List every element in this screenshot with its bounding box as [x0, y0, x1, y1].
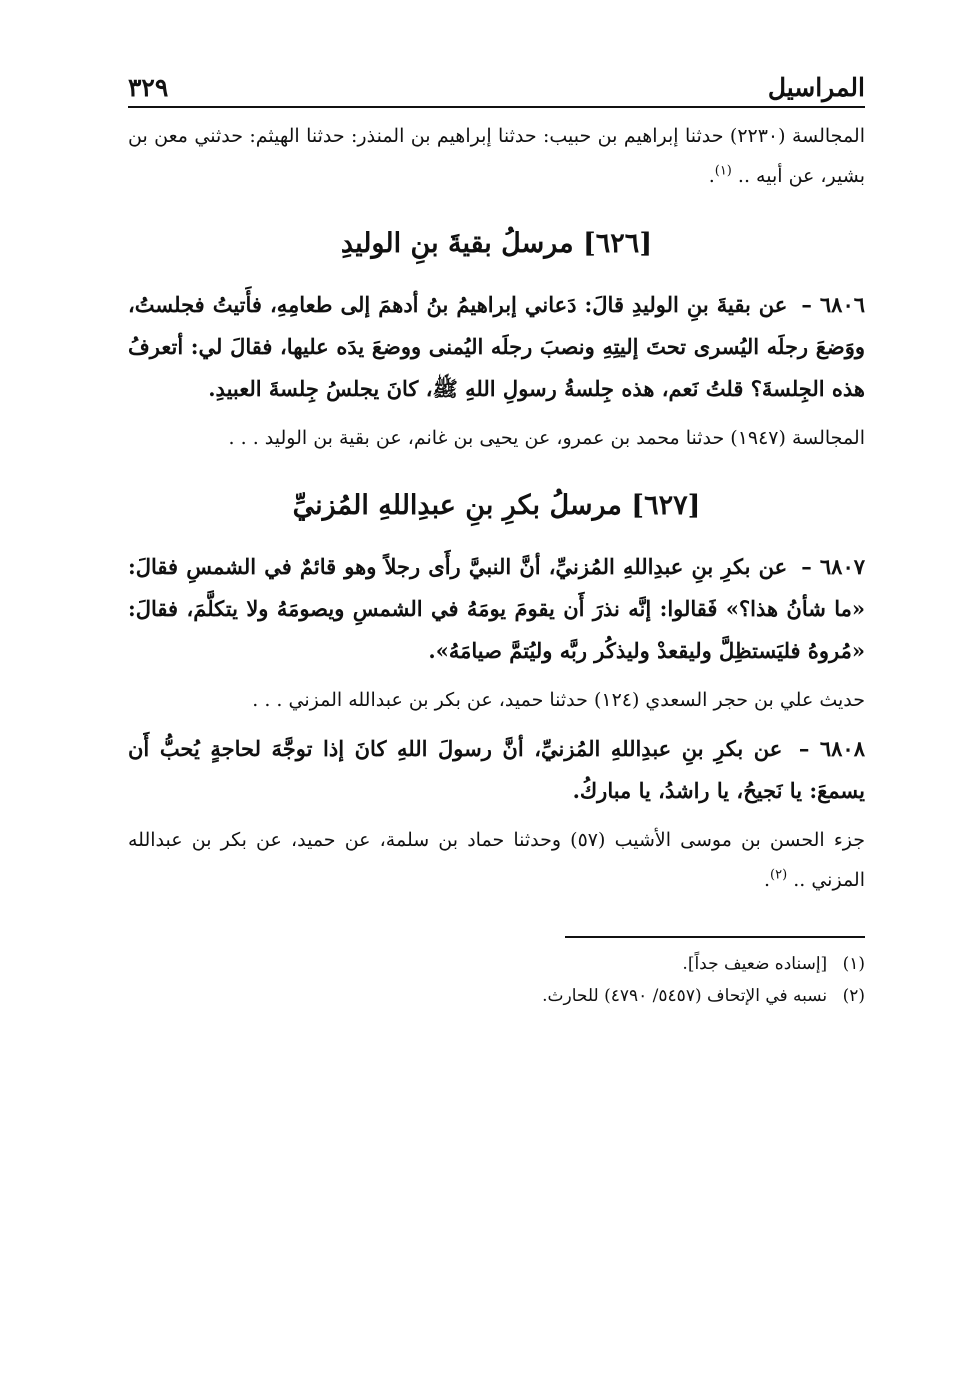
hadith-text: ٦٨٠٨ – عن بكرِ بنِ عبدِاللهِ المُزنيِّ، أنَّ رسولَ اللهِ كانَ إذا توجَّهَ لحاجةٍ يُحبُّ أَن يسمعَ: يا نَجيحُ، يا راشدُ، يا مباركُ.: [128, 736, 865, 803]
hadith-text: ٦٨٠٦ – عن بقيةَ بنِ الوليدِ قالَ: دَعاني إبراهيمُ بنُ أدهمَ إلى طعامِهِ، فأَتيتُ فجلستُ، ووَضعَ رجلَه اليُسرى تحتَ إليتِهِ ونصبَ رجلَه اليُمنى ووضعَ يدَه عليها، فقالَ لي: أتعرفُ هذه الجِلسةَ؟ قلتُ نَعم، هذه جِلسةُ رسولِ اللهِ ﷺ، كانَ يجلسُ جِلسةَ العبيدِ.: [128, 292, 866, 401]
footnote-reference[interactable]: (١): [714, 163, 732, 179]
footnote: [128, 948, 865, 980]
footnote-number: (٢): [842, 986, 865, 1006]
page-number: ٣٢٩: [128, 73, 169, 102]
source-citation: المجالسة (١٩٤٧) حدثنا محمد بن عمرو، عن يحيى بن غانم، عن بقية بن الوليد . . .: [228, 427, 865, 449]
book-page: [128, 62, 865, 1347]
source-citation: جزء الحسن بن موسى الأشيب (٥٧) وحدثنا حماد بن سلمة، عن حميد، عن بكر بن عبدالله المزني .. $^{(٢)}$.: [128, 829, 865, 891]
hadith-number: ٦٨٠٨ –: [798, 736, 865, 761]
footnote-reference[interactable]: (٢): [770, 867, 788, 883]
footnote-text: [إسناده ضعيف جداً].: [682, 954, 828, 974]
chapter-title: المراسيل: [767, 73, 865, 102]
running-header: [128, 62, 865, 108]
footnote: [128, 980, 865, 1012]
hadith-number: ٦٨٠٧ –: [801, 554, 866, 579]
footnote-number: (١): [842, 954, 865, 974]
source-citation: حديث علي بن حجر السعدي (١٢٤) حدثنا حميد، عن بكر بن عبدالله المزني . . .: [252, 689, 865, 711]
source-citation: المجالسة (٢٢٣٠) حدثنا إبراهيم بن حبيب: حدثنا إبراهيم بن المنذر: حدثنا الهيثم: حدثني معن بن بشير، عن أبيه .. $^{(١)}$.: [128, 125, 865, 187]
hadith-text: ٦٨٠٧ – عن بكرِ بنِ عبدِاللهِ المُزنيِّ، أنَّ النبيَّ رأَى رجلاً وهو قائمٌ في الشمسِ فقالَ: «ما شأنُ هذا؟» فَقالوا: إنَّه نذرَ أَن يقومَ يومَهُ في الشمسِ ويصومَهُ ولا يتكلَّمَ، فقالَ: «مُروهُ فليَستظِلَّ وليقعدْ وليذكُر ربَّه وليُتمَّ صيامَهُ».: [128, 554, 866, 663]
section-heading: [٦٢٦] مرسلُ بقيةَ بنِ الوليدِ: [340, 228, 653, 259]
footnote-divider: [565, 936, 865, 938]
hadith-number: ٦٨٠٦ –: [801, 292, 866, 317]
footnote-text: نسبه في الإتحاف (٥٤٥٧/ ٤٧٩٠) للحارث.: [542, 986, 828, 1006]
section-heading: [٦٢٧] مرسلُ بكرِ بنِ عبدِاللهِ المُزنيِّ: [292, 490, 701, 521]
